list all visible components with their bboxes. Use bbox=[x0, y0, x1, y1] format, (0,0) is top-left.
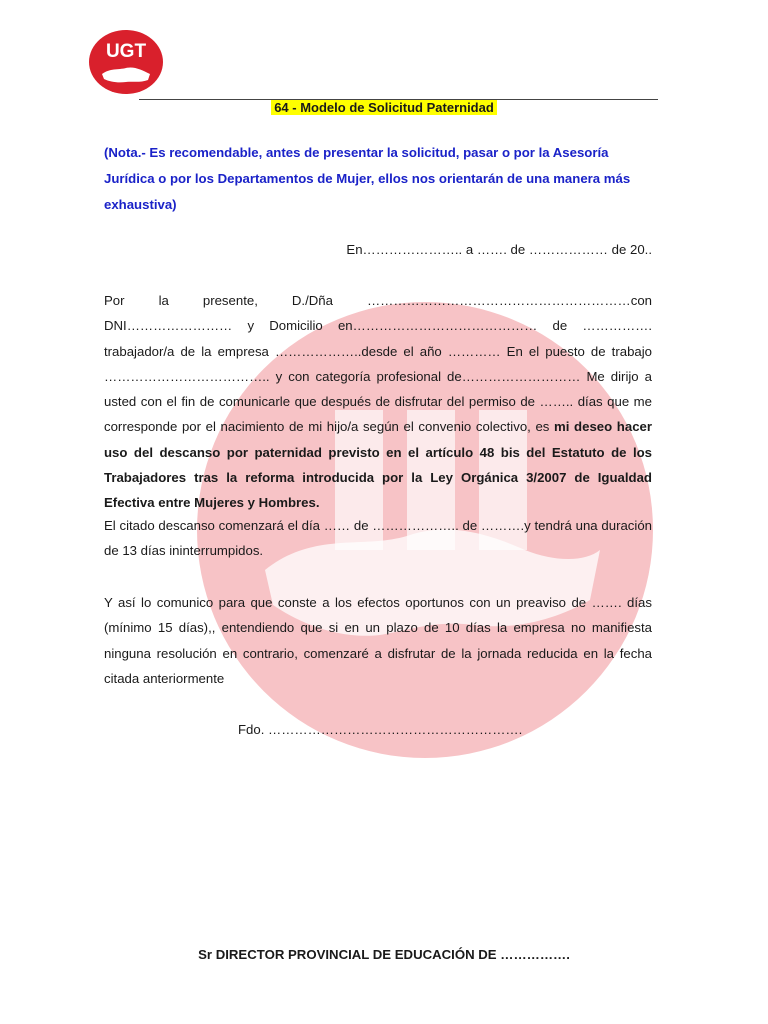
paragraph-request bbox=[104, 288, 652, 516]
signature-line: Fdo. …………………………………………………. bbox=[238, 722, 523, 737]
document-title bbox=[0, 100, 768, 115]
logo-text: UGT bbox=[105, 41, 147, 62]
place-date-line: En………………….. a ……. de ……………… de 20.. bbox=[346, 242, 652, 257]
ugt-logo bbox=[86, 28, 166, 96]
title-highlight: 64 - Modelo de Solicitud Paternidad bbox=[271, 100, 497, 115]
paragraph-request-text: Por la presente, D./Dña ……………………………………………………con DNI…………………… y Domicilio en…………………………………… de ……………. trabajador/a de la empresa ………………..desde el año ………… En el puesto de trabajo ……………………………….. y con categoría profesional de……………………… Me dirijo a usted con el fin de comunicarle que después de disfrutar del permiso de …….. días que me corresponde por el nacimiento de mi hijo/a según el convenio colectivo, es bbox=[104, 293, 652, 435]
paragraph-leave-start: El citado descanso comenzará el día …… de ……………….. de ……….y tendrá una duración de 13 días ininterrumpidos. bbox=[104, 518, 652, 559]
note: (Nota.- Es recomendable, antes de presentar la solicitud, pasar o por la Asesoría Jurídica o por los Departamentos de Mujer, ellos nos orientarán de una manera más exhaustiva) bbox=[104, 145, 631, 212]
paragraph-request-bold: mi deseo hacer uso del descanso por paternidad previsto en el artículo 48 bis del Estatuto de los Trabajadores tras la reforma introducida por la Ley Orgánica 3/2007 de Igualdad Efectiva entre Mujeres y Hombres. bbox=[104, 419, 652, 511]
addressee: Sr DIRECTOR PROVINCIAL DE EDUCACIÓN DE ……………. bbox=[198, 947, 570, 962]
paragraph-notice: Y así lo comunico para que conste a los efectos oportunos con un preaviso de ……. días (mínimo 15 días),, entendiendo que si en un plazo de 10 días la empresa no manifiesta ninguna resolución en contrario, comenzaré a disfrutar de la jornada reducida en la fecha citada anteriormente bbox=[104, 595, 652, 686]
